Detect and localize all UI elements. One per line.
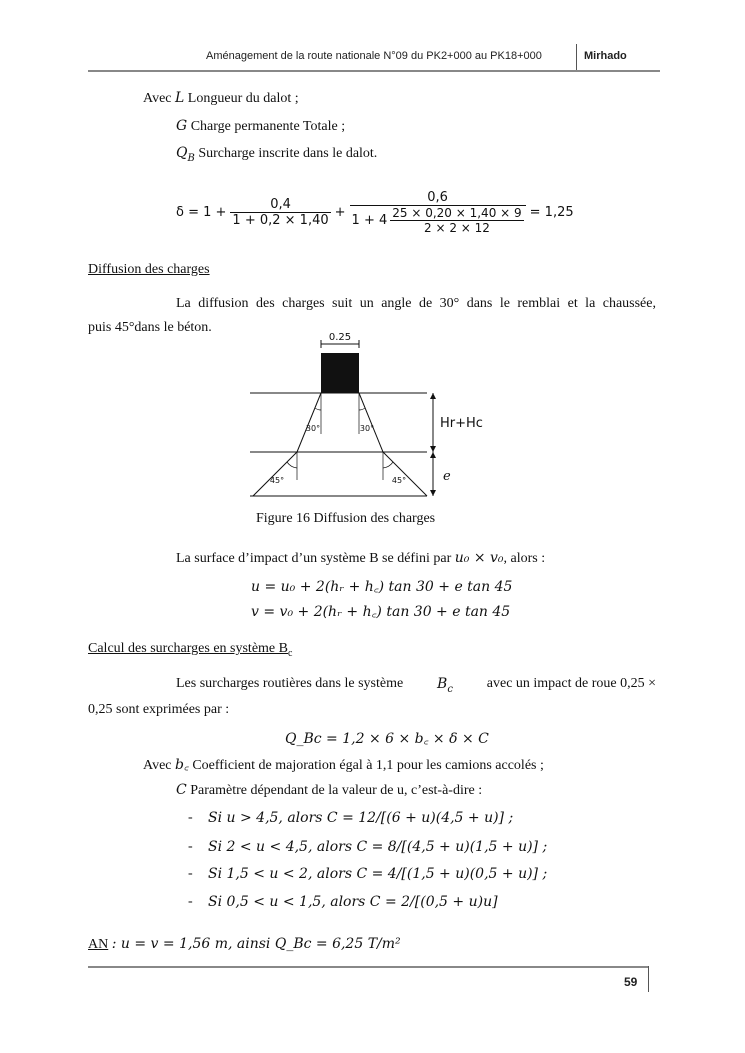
bc-line: Avec b꜀ Coefficient de majoration égal à 1,1 pour les camions accolés ; [143, 757, 544, 773]
delta-formula [176, 190, 574, 235]
bullet-dash-3: - [188, 866, 193, 881]
diffusion-para-line2: puis 45°dans le béton. [88, 320, 212, 335]
header-separator [576, 44, 577, 70]
Q-text: Surcharge inscrite dans le dalot. [198, 146, 378, 161]
bullet-4: Si 0,5 < u < 1,5, alors C = 2/[(0,5 + u)u] [208, 894, 498, 910]
header-title: Aménagement de la route nationale N°09 du PK2+000 au PK18+000 [206, 50, 542, 62]
bullet-dash-1: - [188, 810, 193, 825]
section-title-surcharges: Calcul des surcharges en système $B_c$ [88, 641, 293, 659]
avec-label: Avec [143, 91, 172, 106]
angle-30-right: 30° [359, 424, 375, 433]
G-symbol: G [176, 118, 188, 134]
qbc-formula: Q_Bc = 1,2 × 6 × b꜀ × δ × C [285, 731, 489, 747]
bullet-dash-4: - [188, 894, 193, 909]
dim-label: 0.25 [328, 332, 352, 343]
angle-30-left: 30° [305, 424, 321, 433]
an-line: AN : u = v = 1,56 m, ainsi Q_Bc = 6,25 T/m² [88, 936, 401, 952]
section-title-diffusion: Diffusion des charges [88, 262, 210, 277]
surcharges-para-line1: Les surcharges routières dans le système $B_c$ avec un impact de roue 0,25 × [176, 676, 656, 695]
page-number: 59 [624, 975, 638, 989]
G-text: Charge permanente Totale ; [190, 119, 346, 134]
C-line: C Paramètre dépendant de la valeur de u, c’est-à-dire : [176, 782, 483, 798]
L-text: Longueur du dalot ; [187, 91, 299, 106]
delta-fraction-1: $\frac{0,4}{1 + 0,2 \times 1,40}$ [232, 197, 329, 228]
e-label: e [443, 469, 451, 484]
header-rule [88, 70, 660, 72]
bullet-dash-2: - [188, 839, 193, 854]
figure-caption: Figure 16 Diffusion des charges [256, 511, 436, 526]
wheel-block [321, 353, 359, 393]
def-L-line [143, 90, 299, 107]
delta-fraction-2: 0,6 1 + 4 $\frac{25 \times 0,20 \times 1,40 \times 9}{2 \times 2 \times 12}$ [350, 190, 526, 235]
equation-u: u = u₀ + 2(hᵣ + h꜀) tan 30 + e tan 45 [251, 579, 513, 595]
height-label: Hr+Hc [440, 416, 483, 431]
impact-intro: La surface d’impact d’un système B se défini par u₀ × v₀, alors : [176, 550, 546, 566]
Q-subscript: B [187, 152, 195, 164]
bullet-3: Si 1,5 < u < 2, alors C = 4/[(1,5 + u)(0,5 + u)] ; [208, 866, 548, 882]
footer-separator [648, 966, 649, 992]
angle-45-right: 45° [391, 476, 407, 485]
def-G-line [176, 118, 345, 135]
delta-lhs: δ = 1 + [176, 205, 227, 220]
bullet-2: Si 2 < u < 4,5, alors C = 8/[(4,5 + u)(1,5 + u)] ; [208, 839, 548, 855]
equation-v: v = v₀ + 2(hᵣ + h꜀) tan 30 + e tan 45 [251, 604, 511, 620]
def-Q-line [176, 145, 377, 164]
diffusion-figure [245, 328, 485, 500]
surcharges-para-line2: 0,25 sont exprimées par : [88, 702, 230, 717]
bullet-1: Si u > 4,5, alors C = 12/[(6 + u)(4,5 + u)] ; [208, 810, 514, 826]
angle-45-left: 45° [269, 476, 285, 485]
header-brand: Mirhado [584, 50, 627, 62]
L-symbol: L [175, 90, 185, 106]
Q-symbol: Q [176, 145, 188, 161]
diffusion-para-line1: La diffusion des charges suit un angle de 30° dans le remblai et la chaussée, [176, 296, 656, 311]
footer-rule [88, 966, 648, 968]
delta-result: = 1,25 [529, 205, 574, 220]
delta-plus: + [334, 205, 346, 220]
